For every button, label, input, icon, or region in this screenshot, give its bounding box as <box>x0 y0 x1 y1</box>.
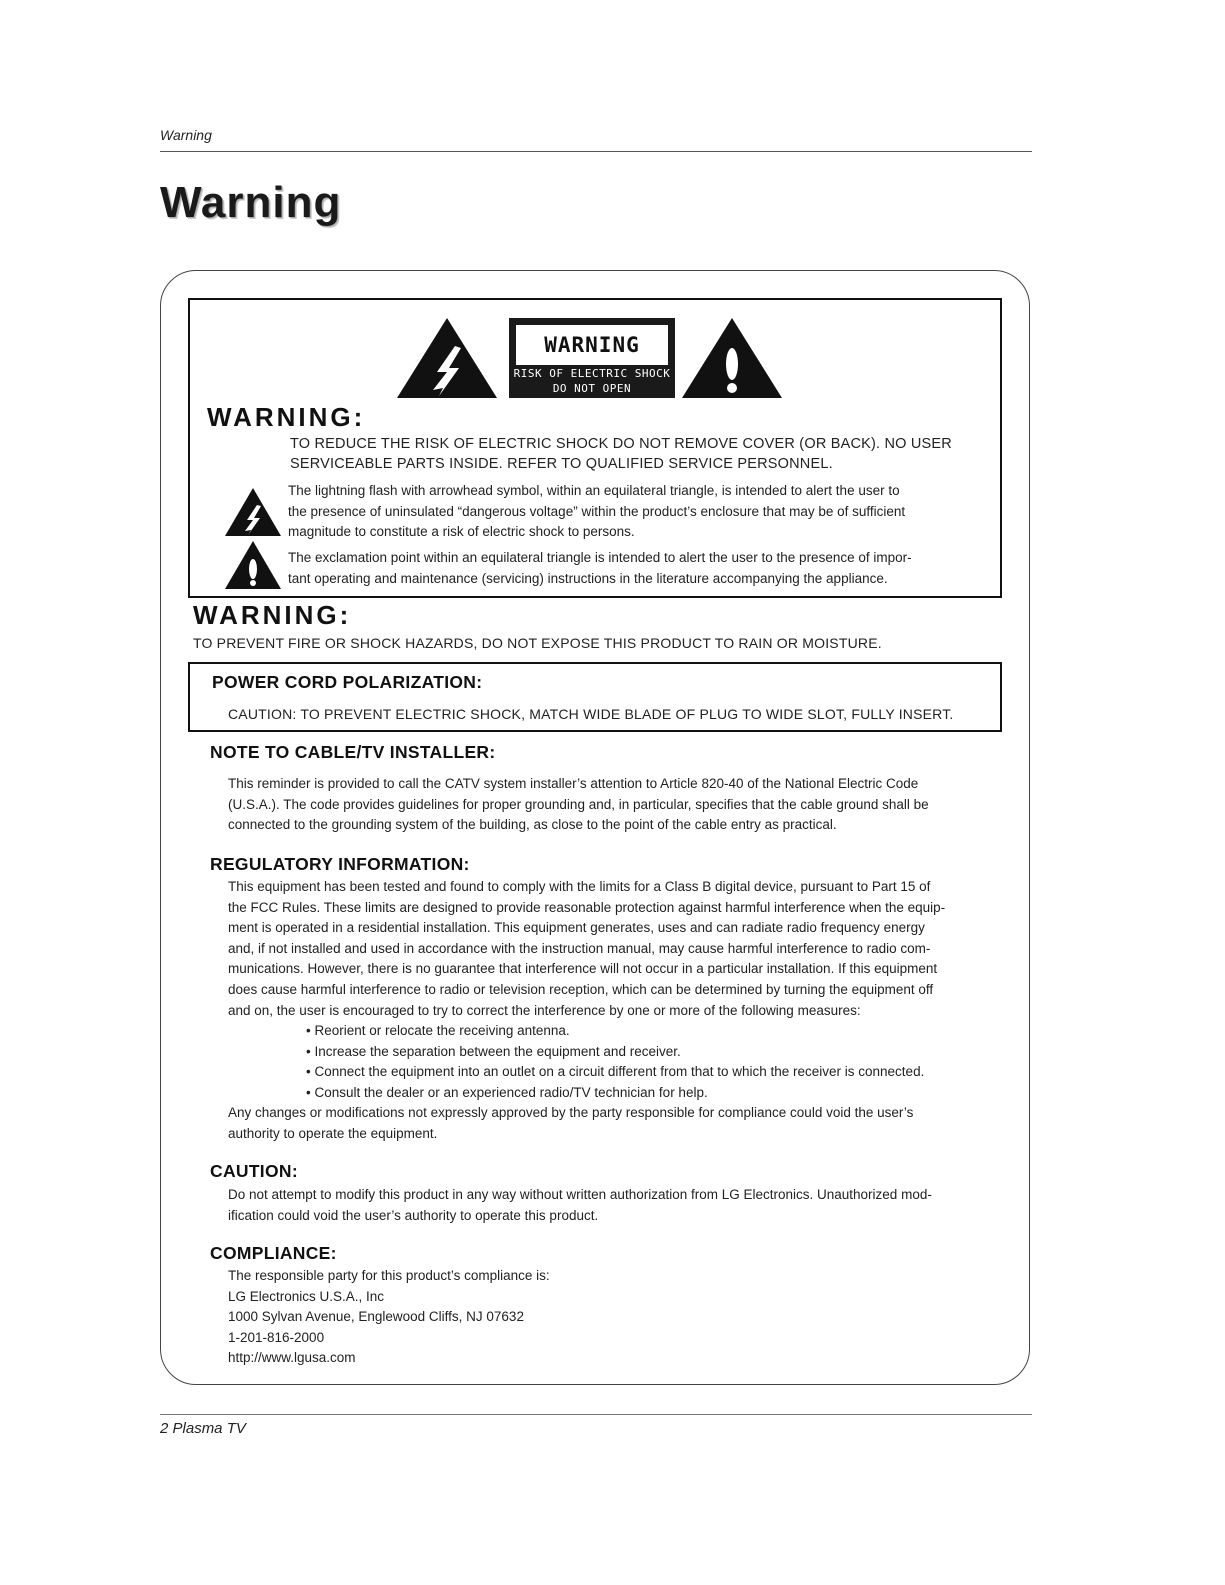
exclamation-line: The exclamation point within an equilateral triangle is intended to alert the user to the presence of impor- <box>288 550 912 565</box>
running-head: Warning <box>160 127 212 143</box>
regulatory-line: This equipment has been tested and found to comply with the limits for a Class B digital device, pursuant to Part 15 of <box>228 879 931 894</box>
warning-sign <box>509 318 675 398</box>
regulatory-line: and, if not installed and used in accordance with the instruction manual, may cause harmful interference to radio com- <box>228 940 931 956</box>
sign-title: WARNING <box>516 325 668 365</box>
exclamation-description <box>288 548 912 589</box>
lightning-description <box>288 481 905 543</box>
cable-text <box>228 774 929 836</box>
small-exclamation-triangle-icon <box>224 540 282 590</box>
warning-caps-line-1: TO REDUCE THE RISK OF ELECTRIC SHOCK DO NOT REMOVE COVER (OR BACK). NO USER <box>290 436 952 452</box>
compliance-line: LG Electronics U.S.A., Inc <box>228 1288 385 1304</box>
lightning-line: magnitude to constitute a risk of electric shock to persons. <box>288 524 635 540</box>
caution-heading: CAUTION: <box>210 1161 298 1181</box>
sign-line-2: DO NOT OPEN <box>552 382 632 395</box>
page-footer: 2 Plasma TV <box>160 1420 246 1437</box>
bullet-item: • Reorient or relocate the receiving antenna. <box>306 1023 570 1038</box>
regulatory-after <box>228 1103 913 1144</box>
regulatory-line: munications. However, there is no guarantee that interference will not occur in a particular installation. If this equipment <box>228 961 938 977</box>
regulatory-text <box>228 877 945 1021</box>
warning-caps-line-2: SERVICEABLE PARTS INSIDE. REFER TO QUALIFIED SERVICE PERSONNEL. <box>290 456 833 472</box>
regulatory-heading: REGULATORY INFORMATION: <box>210 854 470 874</box>
regulatory-line: and on, the user is encouraged to try to correct the interference by one or more of the following measures: <box>228 1002 861 1018</box>
compliance-text <box>228 1266 550 1369</box>
regulatory-line: does cause harmful interference to radio or television reception, which can be determined by turning the equipment off <box>228 981 934 997</box>
page-title: Warning <box>160 178 342 227</box>
exclamation-triangle-icon <box>680 316 784 400</box>
cable-line: This reminder is provided to call the CATV system installer’s attention to Article 820-40 of the National Electric Code <box>228 776 919 791</box>
compliance-line: 1-201-816-2000 <box>228 1329 325 1345</box>
compliance-line: 1000 Sylvan Avenue, Englewood Cliffs, NJ 07632 <box>228 1309 524 1325</box>
power-cord-heading: POWER CORD POLARIZATION: <box>212 672 483 692</box>
compliance-line: The responsible party for this product’s compliance is: <box>228 1268 550 1283</box>
cable-line: connected to the grounding system of the building, as close to the point of the cable entry as practical. <box>228 817 837 833</box>
caution-line: Do not attempt to modify this product in any way without written authorization from LG Electronics. Unauthorized mod- <box>228 1187 932 1202</box>
header-rule <box>160 151 1032 152</box>
sign-line-1: RISK OF ELECTRIC SHOCK <box>513 367 671 380</box>
warning-heading-2: WARNING: <box>193 600 352 630</box>
bullet-item: • Connect the equipment into an outlet on a circuit different from that to which the receiver is connected. <box>306 1064 925 1080</box>
lightning-triangle-icon <box>395 316 499 400</box>
compliance-heading: COMPLIANCE: <box>210 1243 337 1263</box>
lightning-line: the presence of uninsulated “dangerous voltage” within the product’s enclosure that may be of sufficient <box>288 503 906 519</box>
regulatory-after-line: authority to operate the equipment. <box>228 1125 438 1141</box>
exclamation-line: tant operating and maintenance (servicing) instructions in the literature accompanying the appliance. <box>288 570 888 586</box>
lightning-line: The lightning flash with arrowhead symbol, within an equilateral triangle, is intended to alert the user to <box>288 483 900 498</box>
bullet-item: • Consult the dealer or an experienced radio/TV technician for help. <box>306 1084 708 1100</box>
compliance-url: http://www.lgusa.com <box>228 1350 356 1366</box>
caution-line: ification could void the user’s authority to operate this product. <box>228 1207 599 1223</box>
bullet-item: • Increase the separation between the equipment and receiver. <box>306 1043 681 1059</box>
regulatory-line: the FCC Rules. These limits are designed to provide reasonable protection against harmful interference when the equip- <box>228 899 946 915</box>
caution-text <box>228 1185 932 1226</box>
cable-heading: NOTE TO CABLE/TV INSTALLER: <box>210 742 496 762</box>
regulatory-after-line: Any changes or modifications not expressly approved by the party responsible for compliance could void the user’s <box>228 1105 914 1120</box>
regulatory-bullets <box>306 1021 924 1103</box>
small-lightning-triangle-icon <box>224 487 282 537</box>
power-cord-text: CAUTION: TO PREVENT ELECTRIC SHOCK, MATCH WIDE BLADE OF PLUG TO WIDE SLOT, FULLY INSERT. <box>228 706 954 722</box>
footer-rule <box>160 1414 1032 1415</box>
regulatory-line: ment is operated in a residential installation. This equipment generates, uses and can radiate radio frequency energy <box>228 920 925 936</box>
warning-heading: WARNING: <box>207 402 366 432</box>
warning-rain-text: TO PREVENT FIRE OR SHOCK HAZARDS, DO NOT EXPOSE THIS PRODUCT TO RAIN OR MOISTURE. <box>193 635 882 651</box>
cable-line: (U.S.A.). The code provides guidelines for proper grounding and, in particular, specifies that the cable ground shall be <box>228 796 929 812</box>
